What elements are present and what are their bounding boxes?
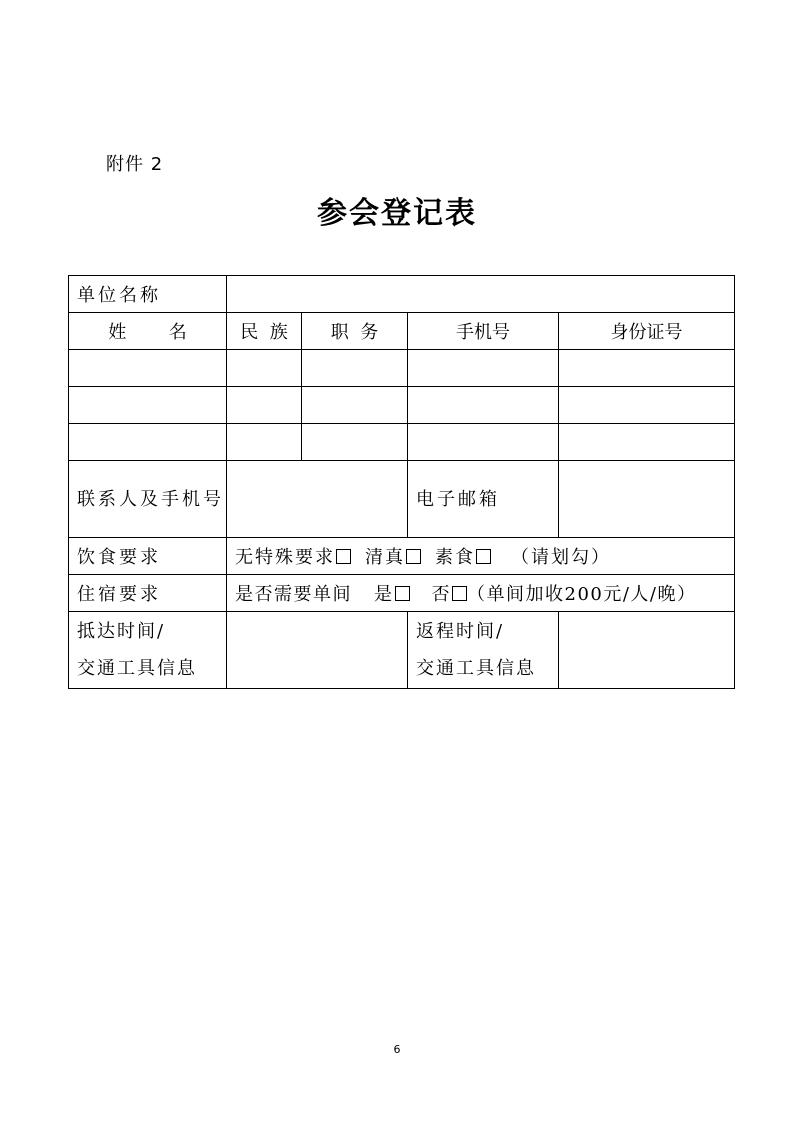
attendee-mobile-field[interactable] — [408, 387, 559, 424]
attendee-id-field[interactable] — [559, 350, 735, 387]
lodging-no-label: 否 — [431, 584, 451, 605]
attendee-ethnicity-field[interactable] — [227, 350, 302, 387]
lodging-question: 是否需要单间 — [235, 584, 352, 605]
header-name-given: 名 — [168, 322, 187, 343]
attendee-position-field[interactable] — [302, 387, 408, 424]
registration-form-table — [68, 275, 735, 689]
page-title: 参会登记表 — [317, 196, 477, 231]
travel-row — [69, 612, 735, 689]
attendee-mobile-field[interactable] — [408, 424, 559, 461]
contact-field[interactable] — [227, 461, 408, 538]
diet-note: （请划勾） — [511, 547, 611, 568]
unit-name-label: 单位名称 — [69, 276, 227, 313]
header-position: 职 务 — [302, 313, 408, 350]
unit-name-field[interactable] — [227, 276, 735, 313]
lodging-label: 住宿要求 — [69, 575, 227, 612]
diet-label: 饮食要求 — [69, 538, 227, 575]
attendee-mobile-field[interactable] — [408, 350, 559, 387]
attendee-row — [69, 387, 735, 424]
lodging-note: （单间加收200元/人/晚） — [467, 584, 697, 605]
diet-option-vegetarian: 素食 — [435, 547, 475, 568]
page-number: 6 — [393, 1043, 401, 1056]
diet-halal-checkbox[interactable] — [406, 549, 421, 564]
arrival-label-line2: 交通工具信息 — [77, 658, 197, 679]
attendee-name-field[interactable] — [69, 350, 227, 387]
email-label: 电子邮箱 — [408, 461, 559, 538]
attendee-ethnicity-field[interactable] — [227, 424, 302, 461]
lodging-yes-label: 是 — [374, 584, 394, 605]
email-field[interactable] — [559, 461, 735, 538]
attendee-row — [69, 350, 735, 387]
return-label-line1: 返程时间/ — [416, 621, 505, 642]
attendee-position-field[interactable] — [302, 350, 408, 387]
lodging-options — [227, 575, 735, 612]
diet-vegetarian-checkbox[interactable] — [476, 549, 491, 564]
diet-option-halal: 清真 — [365, 547, 405, 568]
diet-row — [69, 538, 735, 575]
attendee-name-field[interactable] — [69, 424, 227, 461]
attachment-label: 附件 2 — [106, 154, 164, 175]
attendee-id-field[interactable] — [559, 387, 735, 424]
diet-none-checkbox[interactable] — [336, 549, 351, 564]
attendee-position-field[interactable] — [302, 424, 408, 461]
lodging-no-checkbox[interactable] — [452, 586, 467, 601]
header-ethnicity: 民 族 — [227, 313, 302, 350]
arrival-label-line1: 抵达时间/ — [77, 621, 166, 642]
unit-name-row — [69, 276, 735, 313]
arrival-label — [69, 612, 227, 689]
lodging-row — [69, 575, 735, 612]
arrival-field[interactable] — [227, 612, 408, 689]
header-mobile: 手机号 — [408, 313, 559, 350]
header-name-surname: 姓 — [108, 322, 127, 343]
header-name — [69, 313, 227, 350]
attendee-ethnicity-field[interactable] — [227, 387, 302, 424]
diet-options — [227, 538, 735, 575]
attendee-id-field[interactable] — [559, 424, 735, 461]
header-id-number: 身份证号 — [559, 313, 735, 350]
return-label-line2: 交通工具信息 — [416, 658, 536, 679]
lodging-yes-checkbox[interactable] — [395, 586, 410, 601]
contact-row — [69, 461, 735, 538]
return-field[interactable] — [559, 612, 735, 689]
column-header-row — [69, 313, 735, 350]
contact-label: 联系人及手机号 — [69, 461, 227, 538]
attendee-name-field[interactable] — [69, 387, 227, 424]
return-label — [408, 612, 559, 689]
diet-option-none: 无特殊要求 — [235, 547, 335, 568]
attendee-row — [69, 424, 735, 461]
